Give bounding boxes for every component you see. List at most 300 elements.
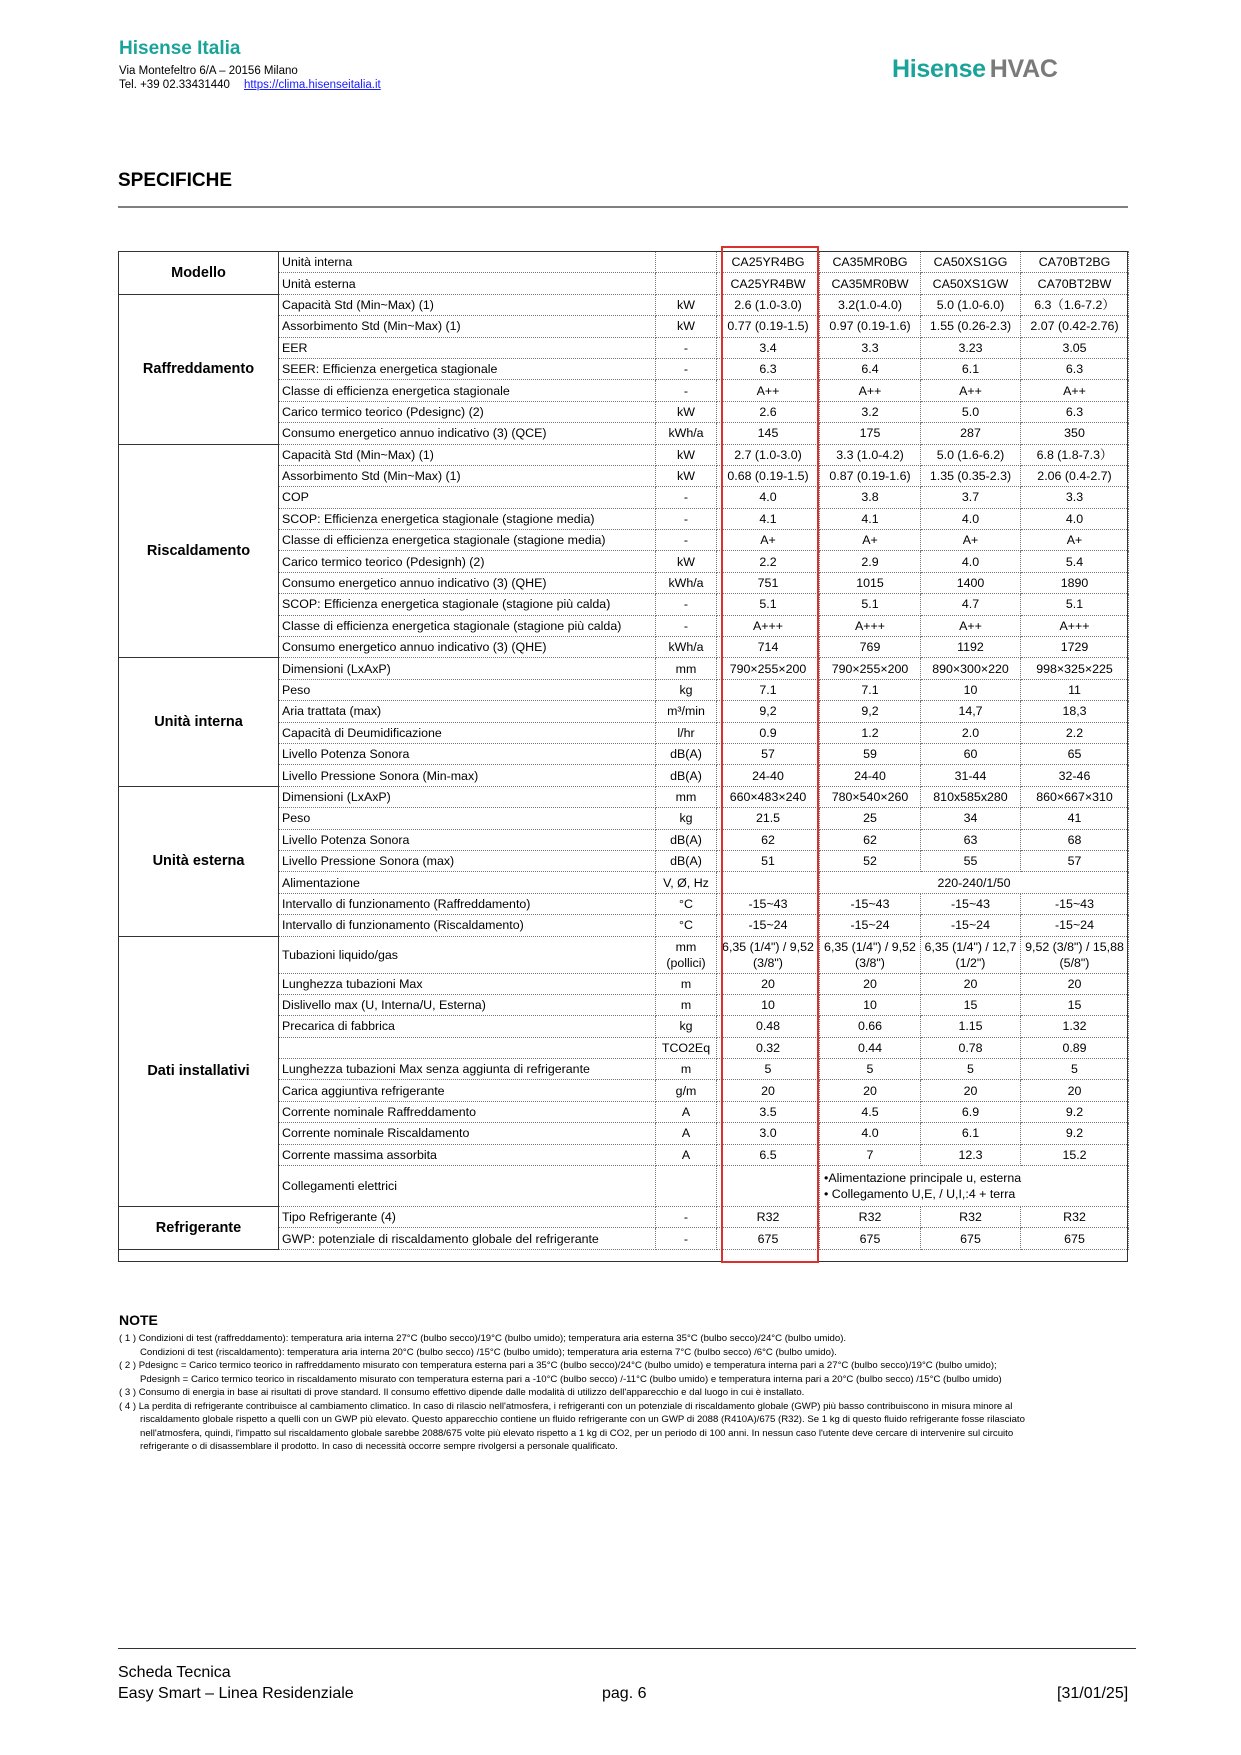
- logo-brand: Hisense: [892, 55, 986, 83]
- value-cell: -15~24: [820, 915, 921, 936]
- value-cell: 4.0: [921, 508, 1021, 529]
- value-cell: 1.32: [1021, 1016, 1129, 1037]
- value-cell: 2.2: [717, 551, 820, 572]
- value-cell: 769: [820, 637, 921, 658]
- value-cell: 41: [1021, 808, 1129, 829]
- parameter-unit: kg: [656, 1016, 717, 1037]
- section-title: SPECIFICHE: [118, 170, 233, 191]
- parameter-name: [279, 1037, 656, 1058]
- value-cell: 3.5: [717, 1101, 820, 1122]
- value-cell: 998×325×225: [1021, 658, 1129, 679]
- parameter-name: Livello Pressione Sonora (Min-max): [279, 765, 656, 786]
- value-cell: 1192: [921, 637, 1021, 658]
- parameter-unit: [656, 252, 717, 273]
- parameter-name: Capacità di Deumidificazione: [279, 722, 656, 743]
- value-cell: 0.9: [717, 722, 820, 743]
- parameter-unit: -: [656, 508, 717, 529]
- value-cell: 5.1: [820, 594, 921, 615]
- parameter-unit: m³/min: [656, 701, 717, 722]
- value-cell: 2.0: [921, 722, 1021, 743]
- value-cell: 9,2: [820, 701, 921, 722]
- value-cell: 5: [717, 1059, 820, 1080]
- value-cell: 0.48: [717, 1016, 820, 1037]
- group-label: Dati installativi: [119, 936, 279, 1207]
- highlighted-model-column: [721, 246, 819, 1263]
- value-cell: A+: [921, 530, 1021, 551]
- parameter-name: Classe di efficienza energetica stagionale (stagione media): [279, 530, 656, 551]
- parameter-unit: mm: [656, 786, 717, 807]
- parameter-name: Carico termico teorico (Pdesignh) (2): [279, 551, 656, 572]
- note-line: Condizioni di test (riscaldamento): temperatura aria interna 20°C (bulbo secco) /15°C (bulbo umido); temperatura aria esterna 7°C (bulbo secco) /6°C (bulbo umido).: [140, 1346, 837, 1358]
- company-website-link[interactable]: https://clima.hisenseitalia.it: [243, 79, 381, 91]
- parameter-name: Corrente massima assorbita: [279, 1144, 656, 1165]
- value-cell: 52: [820, 850, 921, 871]
- value-cell: 34: [921, 808, 1021, 829]
- value-cell: 175: [820, 423, 921, 444]
- value-cell: 68: [1021, 829, 1129, 850]
- value-cell: 20: [717, 973, 820, 994]
- value-cell: 24-40: [820, 765, 921, 786]
- value-cell: 0.97 (0.19-1.6): [820, 316, 921, 337]
- value-cell: A+: [820, 530, 921, 551]
- parameter-name: Consumo energetico annuo indicativo (3) (QHE): [279, 637, 656, 658]
- value-cell: A++: [1021, 380, 1129, 401]
- value-cell: -15~24: [1021, 915, 1129, 936]
- footer-doc-type: Scheda Tecnica: [118, 1664, 231, 1681]
- value-cell: 0.68 (0.19-1.5): [717, 465, 820, 486]
- value-cell: 32-46: [1021, 765, 1129, 786]
- parameter-name: Peso: [279, 679, 656, 700]
- value-cell: 4.0: [717, 487, 820, 508]
- parameter-name: Tubazioni liquido/gas: [279, 936, 656, 973]
- parameter-name: Capacità Std (Min~Max) (1): [279, 444, 656, 465]
- merged-value-line: •Alimentazione principale u, esterna: [824, 1171, 1022, 1186]
- value-cell: 6.3: [1021, 401, 1129, 422]
- parameter-name: Alimentazione: [279, 872, 656, 893]
- parameter-unit: A: [656, 1101, 717, 1122]
- value-cell: -15~24: [717, 915, 820, 936]
- value-cell: 790×255×200: [820, 658, 921, 679]
- value-cell: 4.1: [820, 508, 921, 529]
- value-cell: 5: [1021, 1059, 1129, 1080]
- value-cell: 6.5: [717, 1144, 820, 1165]
- value-cell: 5.4: [1021, 551, 1129, 572]
- value-cell: 2.06 (0.4-2.7): [1021, 465, 1129, 486]
- parameter-unit: dB(A): [656, 850, 717, 871]
- value-cell: A++: [921, 380, 1021, 401]
- parameter-name: Livello Potenza Sonora: [279, 743, 656, 764]
- value-cell: 65: [1021, 743, 1129, 764]
- footer-product-line: Easy Smart – Linea Residenziale: [118, 1685, 354, 1702]
- parameter-name: SEER: Efficienza energetica stagionale: [279, 358, 656, 379]
- value-cell: 2.6: [717, 401, 820, 422]
- value-cell: 4.7: [921, 594, 1021, 615]
- value-cell: -15~24: [921, 915, 1021, 936]
- value-cell: 1.2: [820, 722, 921, 743]
- value-cell: 59: [820, 743, 921, 764]
- parameter-unit: -: [656, 594, 717, 615]
- parameter-name: Consumo energetico annuo indicativo (3) (QHE): [279, 572, 656, 593]
- parameter-unit: V, Ø, Hz: [656, 872, 717, 893]
- group-label: Modello: [119, 252, 279, 295]
- value-cell: 60: [921, 743, 1021, 764]
- value-cell: 10: [820, 994, 921, 1015]
- parameter-name: Aria trattata (max): [279, 701, 656, 722]
- notes-title: NOTE: [119, 1312, 158, 1328]
- parameter-name: SCOP: Efficienza energetica stagionale (stagione più calda): [279, 594, 656, 615]
- value-cell: 810x585x280: [921, 786, 1021, 807]
- value-cell: 675: [1021, 1228, 1129, 1249]
- value-cell: -15~43: [1021, 893, 1129, 914]
- parameter-name: Precarica di fabbrica: [279, 1016, 656, 1037]
- parameter-unit: m: [656, 973, 717, 994]
- parameter-unit: kWh/a: [656, 637, 717, 658]
- parameter-unit: °C: [656, 915, 717, 936]
- value-cell: 5.1: [1021, 594, 1129, 615]
- value-cell: 9,2: [717, 701, 820, 722]
- parameter-name: Livello Potenza Sonora: [279, 829, 656, 850]
- value-cell: 55: [921, 850, 1021, 871]
- parameter-unit: -: [656, 337, 717, 358]
- value-cell: 24-40: [717, 765, 820, 786]
- parameter-name: Lunghezza tubazioni Max: [279, 973, 656, 994]
- value-cell: 0.78: [921, 1037, 1021, 1058]
- value-cell: 3.23: [921, 337, 1021, 358]
- parameter-name: Carico termico teorico (Pdesignc) (2): [279, 401, 656, 422]
- value-cell: 6.1: [921, 358, 1021, 379]
- company-name: Hisense Italia: [119, 38, 241, 59]
- value-cell: 6.8 (1.8-7.3）: [1021, 444, 1129, 465]
- table-row: [119, 658, 1129, 679]
- value-cell: 3.05: [1021, 337, 1129, 358]
- value-cell: 62: [820, 829, 921, 850]
- parameter-unit: dB(A): [656, 743, 717, 764]
- value-cell: 6.3: [717, 358, 820, 379]
- parameter-unit: kW: [656, 465, 717, 486]
- value-cell: CA50XS1GW: [921, 273, 1021, 294]
- value-cell: 6.1: [921, 1123, 1021, 1144]
- value-cell: 660×483×240: [717, 786, 820, 807]
- value-cell: 20: [820, 973, 921, 994]
- parameter-unit: TCO2Eq: [656, 1037, 717, 1058]
- section-divider: [118, 206, 1128, 208]
- parameter-name: Dimensioni (LxAxP): [279, 786, 656, 807]
- value-cell: A++: [921, 615, 1021, 636]
- value-cell: 20: [717, 1080, 820, 1101]
- parameter-name: Collegamenti elettrici: [279, 1166, 656, 1207]
- hisense-hvac-logo: [892, 55, 1058, 84]
- value-cell: -15~43: [717, 893, 820, 914]
- value-cell: A+++: [1021, 615, 1129, 636]
- table-row: [119, 252, 1129, 273]
- parameter-name: Classe di efficienza energetica stagionale (stagione più calda): [279, 615, 656, 636]
- value-cell: 62: [717, 829, 820, 850]
- parameter-name: Tipo Refrigerante (4): [279, 1207, 656, 1228]
- parameter-unit: mm (pollici): [656, 936, 717, 973]
- parameter-name: Corrente nominale Raffreddamento: [279, 1101, 656, 1122]
- value-cell: 11: [1021, 679, 1129, 700]
- parameter-unit: -: [656, 380, 717, 401]
- value-cell: 63: [921, 829, 1021, 850]
- note-line: riscaldamento globale rispetto a quelli con un GWP più elevato. Questo apparecchio contiene un fluido refrigerante con un GWP di 2088 (R410A)/675 (R32). Se 1 kg di questo fluido refrigerante fosse rilasciato: [140, 1414, 1025, 1425]
- parameter-name: Intervallo di funzionamento (Raffreddamento): [279, 893, 656, 914]
- value-cell: 57: [717, 743, 820, 764]
- parameter-unit: -: [656, 1207, 717, 1228]
- parameter-unit: A: [656, 1123, 717, 1144]
- value-cell: 3.0: [717, 1123, 820, 1144]
- value-cell: 3.4: [717, 337, 820, 358]
- value-cell: 1400: [921, 572, 1021, 593]
- specifications-table: [118, 251, 1129, 1250]
- footer-page-number: pag. 6: [602, 1685, 647, 1702]
- parameter-unit: dB(A): [656, 765, 717, 786]
- value-cell: CA35MR0BW: [820, 273, 921, 294]
- value-cell: 20: [921, 1080, 1021, 1101]
- value-cell: 2.6 (1.0-3.0): [717, 294, 820, 315]
- company-address: Via Montefeltro 6/A – 20156 Milano: [119, 65, 298, 77]
- value-cell: 5.0 (1.0-6.0): [921, 294, 1021, 315]
- value-cell: CA70BT2BW: [1021, 273, 1129, 294]
- value-cell: 145: [717, 423, 820, 444]
- value-cell: 4.1: [717, 508, 820, 529]
- value-cell: 5.0 (1.6-6.2): [921, 444, 1021, 465]
- parameter-unit: [656, 1166, 717, 1207]
- value-cell: 2.7 (1.0-3.0): [717, 444, 820, 465]
- parameter-name: GWP: potenziale di riscaldamento globale del refrigerante: [279, 1228, 656, 1249]
- value-cell: CA25YR4BW: [717, 273, 820, 294]
- value-cell: -15~43: [921, 893, 1021, 914]
- parameter-name: Carica aggiuntiva refrigerante: [279, 1080, 656, 1101]
- parameter-unit: m: [656, 1059, 717, 1080]
- value-cell: 2.9: [820, 551, 921, 572]
- parameter-name: Corrente nominale Riscaldamento: [279, 1123, 656, 1144]
- group-label: Riscaldamento: [119, 444, 279, 658]
- parameter-unit: [656, 273, 717, 294]
- value-cell: 6,35 (1/4") / 9,52 (3/8"): [820, 936, 921, 973]
- value-cell: 31-44: [921, 765, 1021, 786]
- value-cell: 6,35 (1/4") / 9,52 (3/8"): [717, 936, 820, 973]
- value-cell: 6.3: [1021, 358, 1129, 379]
- value-cell: 2.07 (0.42-2.76): [1021, 316, 1129, 337]
- parameter-unit: dB(A): [656, 829, 717, 850]
- group-label: Raffreddamento: [119, 294, 279, 444]
- group-label: Unità esterna: [119, 786, 279, 936]
- value-cell: R32: [921, 1207, 1021, 1228]
- parameter-unit: °C: [656, 893, 717, 914]
- value-cell: 3.7: [921, 487, 1021, 508]
- parameter-unit: -: [656, 1228, 717, 1249]
- value-cell: 20: [820, 1080, 921, 1101]
- value-cell: A++: [717, 380, 820, 401]
- value-cell: 0.44: [820, 1037, 921, 1058]
- value-cell: 1.55 (0.26-2.3): [921, 316, 1021, 337]
- value-cell: 25: [820, 808, 921, 829]
- parameter-unit: kg: [656, 679, 717, 700]
- value-cell: 10: [921, 679, 1021, 700]
- value-cell: A+++: [717, 615, 820, 636]
- value-cell: 4.0: [820, 1123, 921, 1144]
- note-line: ( 1 ) Condizioni di test (raffreddamento): temperatura aria interna 27°C (bulbo secco)/19°C (bulbo umido); temperatura aria esterna 35°C (bulbo secco)/24°C (bulbo umido).: [119, 1333, 847, 1344]
- value-cell: 7.1: [717, 679, 820, 700]
- parameter-unit: g/m: [656, 1080, 717, 1101]
- value-cell: 7: [820, 1144, 921, 1165]
- parameter-name: Livello Pressione Sonora (max): [279, 850, 656, 871]
- note-line: ( 4 ) La perdita di refrigerante contribuisce al cambiamento climatico. In caso di rilascio nell'atmosfera, i refrigeranti con un potenziale di riscaldamento globale (GWP) più basso contribuiscono in misura minore al: [119, 1400, 1013, 1412]
- value-cell: 3.8: [820, 487, 921, 508]
- parameter-unit: -: [656, 615, 717, 636]
- value-cell: 1.35 (0.35-2.3): [921, 465, 1021, 486]
- footer-divider: [118, 1648, 1136, 1649]
- value-cell: 15.2: [1021, 1144, 1129, 1165]
- parameter-name: Dislivello max (U, Interna/U, Esterna): [279, 994, 656, 1015]
- value-cell: 20: [921, 973, 1021, 994]
- parameter-name: EER: [279, 337, 656, 358]
- note-line: ( 3 ) Consumo di energia in base ai risultati di prove standard. Il consumo effettivo dipende dalle modalità di utilizzo dell'apparecchio e dal luogo in cui è installato.: [119, 1387, 805, 1398]
- parameter-unit: m: [656, 994, 717, 1015]
- value-cell: 4.0: [921, 551, 1021, 572]
- value-cell: 890×300×220: [921, 658, 1021, 679]
- table-row: [119, 936, 1129, 973]
- value-cell: 12.3: [921, 1144, 1021, 1165]
- value-cell: CA35MR0BG: [820, 252, 921, 273]
- value-cell: 751: [717, 572, 820, 593]
- parameter-name: Dimensioni (LxAxP): [279, 658, 656, 679]
- footer-date: [31/01/25]: [1057, 1685, 1129, 1702]
- value-cell: 287: [921, 423, 1021, 444]
- value-cell: R32: [820, 1207, 921, 1228]
- specifications-table-body: [119, 252, 1129, 1250]
- group-label: Refrigerante: [119, 1207, 279, 1250]
- note-line: refrigerante o di disassemblare il prodotto. In caso di necessità occorre sempre rivolgersi a personale qualificato.: [140, 1441, 618, 1452]
- parameter-unit: -: [656, 530, 717, 551]
- value-cell: 6.3（1.6-7.2）: [1021, 294, 1129, 315]
- value-cell: 6.9: [921, 1101, 1021, 1122]
- value-cell: 10: [717, 994, 820, 1015]
- value-cell: 675: [921, 1228, 1021, 1249]
- note-line: ( 2 ) Pdesignc = Carico termico teorico in raffreddamento misurato con temperatura esterna pari a 35°C (bulbo secco)/24°C (bulbo umido) e temperatura interna pari a 27°C (bulbo secco)/19°C (bulbo umido);: [119, 1360, 997, 1371]
- parameter-name: Consumo energetico annuo indicativo (3) (QCE): [279, 423, 656, 444]
- value-cell: 4.5: [820, 1101, 921, 1122]
- parameter-unit: kW: [656, 316, 717, 337]
- value-cell: 860×667×310: [1021, 786, 1129, 807]
- table-row: [119, 1207, 1129, 1228]
- value-cell: 0.77 (0.19-1.5): [717, 316, 820, 337]
- value-cell: 4.0: [1021, 508, 1129, 529]
- value-cell: 714: [717, 637, 820, 658]
- value-cell: 9,52 (3/8") / 15,88 (5/8"): [1021, 936, 1129, 973]
- value-cell: CA50XS1GG: [921, 252, 1021, 273]
- parameter-name: Lunghezza tubazioni Max senza aggiunta di refrigerante: [279, 1059, 656, 1080]
- value-cell: -15~43: [820, 893, 921, 914]
- company-phone: Tel. +39 02.33431440: [119, 79, 230, 91]
- parameter-name: Assorbimento Std (Min~Max) (1): [279, 316, 656, 337]
- value-cell: 3.2: [820, 401, 921, 422]
- merged-value-cell: 220-240/1/50: [820, 872, 1129, 893]
- value-cell: 350: [1021, 423, 1129, 444]
- parameter-name: Intervallo di funzionamento (Riscaldamento): [279, 915, 656, 936]
- parameter-unit: -: [656, 487, 717, 508]
- value-cell: 15: [921, 994, 1021, 1015]
- parameter-unit: kWh/a: [656, 572, 717, 593]
- value-cell: 51: [717, 850, 820, 871]
- value-cell: CA70BT2BG: [1021, 252, 1129, 273]
- value-cell: 3.3: [1021, 487, 1129, 508]
- value-cell: 0.32: [717, 1037, 820, 1058]
- value-cell: 1.15: [921, 1016, 1021, 1037]
- value-cell: 21.5: [717, 808, 820, 829]
- parameter-unit: kg: [656, 808, 717, 829]
- value-cell: A+++: [820, 615, 921, 636]
- table-row: [119, 444, 1129, 465]
- value-cell: A+: [717, 530, 820, 551]
- value-cell: 675: [820, 1228, 921, 1249]
- value-cell: 20: [1021, 1080, 1129, 1101]
- merged-value-cell: [820, 1166, 1129, 1207]
- value-cell: 0.87 (0.19-1.6): [820, 465, 921, 486]
- table-row: [119, 786, 1129, 807]
- value-cell: 675: [717, 1228, 820, 1249]
- value-cell: 15: [1021, 994, 1129, 1015]
- value-cell: 18,3: [1021, 701, 1129, 722]
- value-cell: 6,35 (1/4") / 12,7 (1/2"): [921, 936, 1021, 973]
- parameter-unit: kW: [656, 401, 717, 422]
- company-contact: [119, 78, 381, 92]
- value-cell: 7.1: [820, 679, 921, 700]
- value-cell: 0.89: [1021, 1037, 1129, 1058]
- parameter-name: Peso: [279, 808, 656, 829]
- value-cell: 1890: [1021, 572, 1129, 593]
- value-cell: 5.1: [717, 594, 820, 615]
- value-cell: 9.2: [1021, 1123, 1129, 1144]
- parameter-name: Capacità Std (Min~Max) (1): [279, 294, 656, 315]
- value-cell: R32: [1021, 1207, 1129, 1228]
- parameter-unit: mm: [656, 658, 717, 679]
- parameter-name: Classe di efficienza energetica stagionale: [279, 380, 656, 401]
- parameter-unit: -: [656, 358, 717, 379]
- value-cell: R32: [717, 1207, 820, 1228]
- parameter-unit: kWh/a: [656, 423, 717, 444]
- value-cell: 57: [1021, 850, 1129, 871]
- value-cell: 780×540×260: [820, 786, 921, 807]
- parameter-unit: kW: [656, 444, 717, 465]
- note-line: nell'atmosfera, quindi, l'impatto sul riscaldamento globale sarebbe 2088/675 volte più elevato rispetto a 1 kg di CO2, per un periodo di 100 anni. In nessun caso l'utente deve cercare di intervenire sul circuito: [140, 1427, 1014, 1439]
- parameter-unit: l/hr: [656, 722, 717, 743]
- value-cell: 5: [921, 1059, 1021, 1080]
- value-cell: 790×255×200: [717, 658, 820, 679]
- table-row: [119, 294, 1129, 315]
- value-cell: CA25YR4BG: [717, 252, 820, 273]
- value-cell: 3.3 (1.0-4.2): [820, 444, 921, 465]
- parameter-name: Unità interna: [279, 252, 656, 273]
- merged-value-line: • Collegamento U,E, / U,I,:4 + terra: [824, 1187, 1016, 1202]
- value-cell: A++: [820, 380, 921, 401]
- value-cell: 3.3: [820, 337, 921, 358]
- value-cell: 3.2(1.0-4.0): [820, 294, 921, 315]
- value-cell: 9.2: [1021, 1101, 1129, 1122]
- parameter-name: Unità esterna: [279, 273, 656, 294]
- value-cell: 14,7: [921, 701, 1021, 722]
- parameter-unit: kW: [656, 551, 717, 572]
- value-cell: 20: [1021, 973, 1129, 994]
- value-cell: 5.0: [921, 401, 1021, 422]
- value-cell: 0.66: [820, 1016, 921, 1037]
- value-cell: 1729: [1021, 637, 1129, 658]
- logo-suffix: HVAC: [989, 55, 1058, 83]
- value-cell: A+: [1021, 530, 1129, 551]
- parameter-name: COP: [279, 487, 656, 508]
- value-cell: 6.4: [820, 358, 921, 379]
- value-cell: 1015: [820, 572, 921, 593]
